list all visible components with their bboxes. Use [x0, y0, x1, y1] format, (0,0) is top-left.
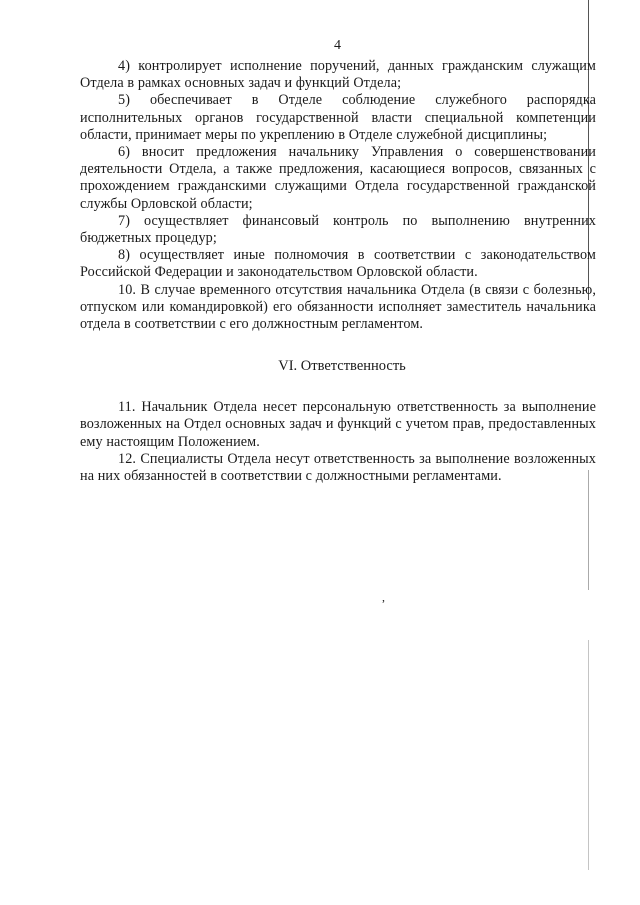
stray-mark: ,	[382, 590, 385, 604]
item-7: 7) осуществляет финансовый контроль по выполнению внутренних бюджетных процедур;	[80, 212, 596, 247]
clause-12: 12. Специалисты Отдела несут ответственность за выполнение возложенных на них обязанностей в соответствии с должностными регламентами.	[80, 450, 596, 485]
item-5: 5) обеспечивает в Отделе соблюдение служебного распорядка исполнительных органов государственной власти специальной компетенции области, принимает меры по укреплению в Отделе служебной дисциплины;	[80, 92, 596, 143]
clause-10: 10. В случае временного отсутствия начальника Отдела (в связи с болезнью, отпуском или командировкой) его обязанности исполняет заместитель начальника отдела в соответствии с его должностным регламентом.	[80, 281, 596, 333]
section-heading: VI. Ответственность	[278, 358, 406, 375]
item-6: 6) вносит предложения начальнику Управления о совершенствовании деятельности Отдела, а также предложения, касающиеся вопросов, связанных с прохождением гражданскими служащими Отдела государственной гражданской службы Орловской области;	[80, 144, 596, 212]
document-body	[80, 58, 596, 485]
page-number: 4	[334, 38, 341, 53]
clause-11: 11. Начальник Отдела несет персональную ответственность за выполнение возложенных на Отдел основных задач и функций с учетом прав, предоставленных ему настоящим Положением.	[80, 399, 596, 450]
scan-edge-line	[588, 640, 589, 870]
scan-edge-line	[588, 470, 589, 590]
item-8: 8) осуществляет иные полномочия в соответствии с законодательством Российской Федерации и законодательством Орловской области.	[80, 247, 596, 281]
item-4: 4) контролирует исполнение поручений, данных гражданским служащим Отдела в рамках основных задач и функций Отдела;	[80, 58, 596, 92]
